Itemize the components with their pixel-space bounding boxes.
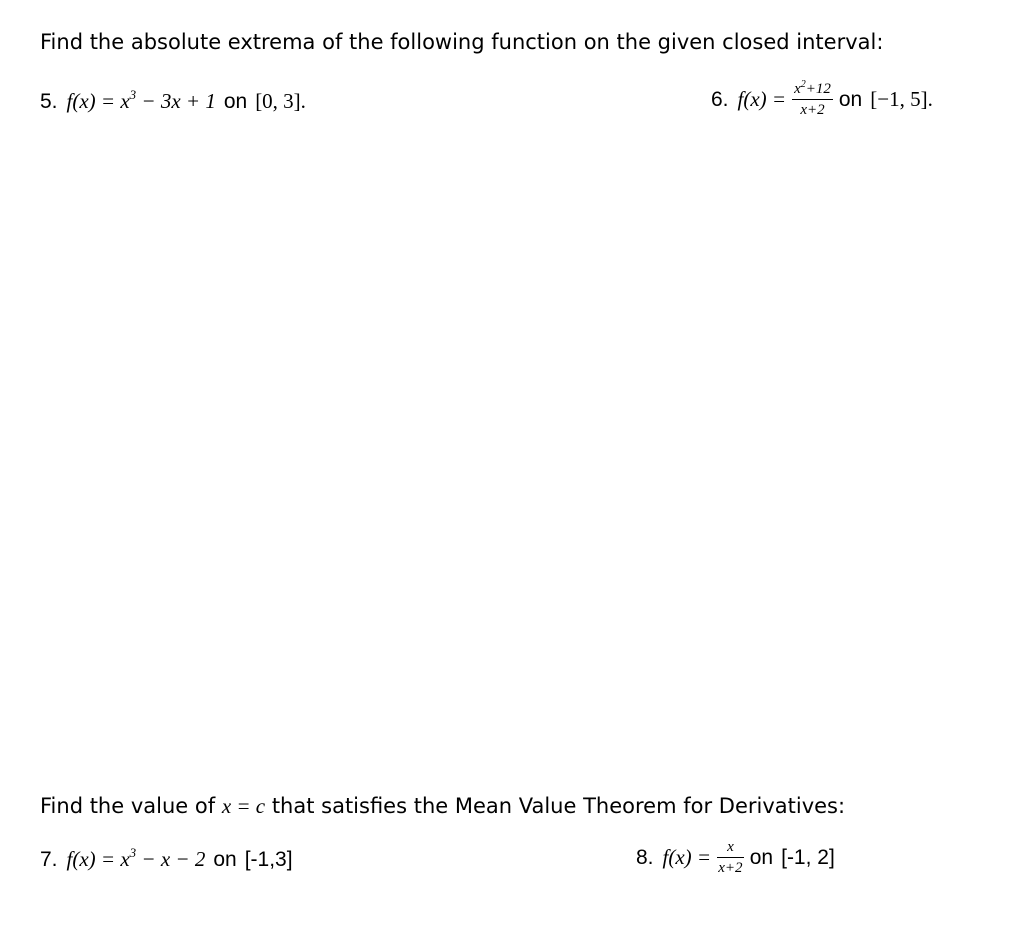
problem-6-number: 6.: [711, 87, 729, 111]
problem-7: [40, 847, 293, 872]
problem-6-interval: [−1, 5].: [870, 87, 933, 111]
heading-mean-value-theorem: [40, 794, 845, 819]
problem-8-fraction: [717, 838, 744, 877]
heading-mvt-start: Find the value of: [40, 794, 216, 818]
problem-8-number: 8.: [636, 845, 654, 869]
heading-mvt-end: that satisfies the Mean Value Theorem for Derivatives:: [271, 794, 846, 818]
problem-8-on: on: [749, 845, 774, 869]
problem-5-function: [67, 89, 216, 114]
problem-7-function: [67, 847, 206, 872]
problem-8-denominator: x+2: [718, 860, 743, 876]
problem-7-number: 7.: [40, 847, 58, 871]
problem-7-lhs: f(x) = x: [66, 847, 130, 871]
problem-5-number: 5.: [40, 89, 58, 113]
problem-5-lhs: f(x) = x: [66, 89, 130, 113]
problem-5: [40, 89, 306, 114]
problem-8-lhs: f(x) =: [662, 845, 712, 869]
problem-6-denominator: x+2: [800, 102, 825, 118]
problem-6-fraction: [792, 80, 833, 119]
problem-6: [711, 80, 933, 119]
problem-8: [636, 838, 835, 877]
problem-6-lhs: f(x) =: [737, 87, 787, 111]
problem-5-rest: − 3x + 1: [136, 89, 216, 113]
heading-mvt-math: x = c: [221, 794, 266, 818]
problem-6-on: on: [838, 87, 863, 111]
heading-absolute-extrema: Find the absolute extrema of the following function on the given closed interval:: [40, 30, 884, 54]
problem-7-power: 3: [129, 845, 137, 860]
problem-5-on: on: [223, 89, 248, 113]
problem-5-power: 3: [129, 87, 137, 102]
problem-6-numerator: $x^2+12$: [792, 80, 833, 100]
problem-7-rest: − x − 2: [136, 847, 206, 871]
problem-5-interval: [0, 3].: [255, 89, 306, 113]
problem-7-on: on: [213, 847, 237, 871]
problem-8-interval: [-1, 2]: [781, 845, 835, 869]
problem-8-numerator: x: [717, 838, 744, 858]
problem-7-interval: [-1,3]: [244, 847, 293, 871]
